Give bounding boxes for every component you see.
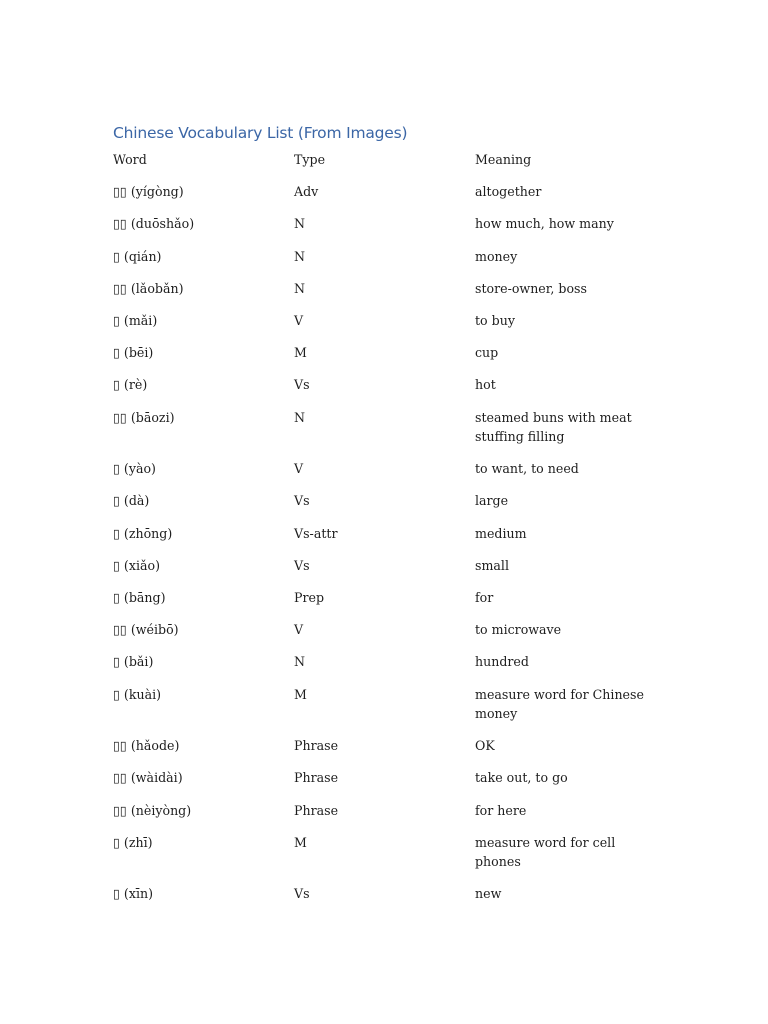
word-cell: ▯ (bāng) xyxy=(113,589,166,605)
meaning-cell: measure word for Chinese money xyxy=(475,686,644,721)
type-cell: N xyxy=(294,654,306,670)
type-cell: N xyxy=(294,409,306,425)
meaning-cell: for here xyxy=(475,802,527,818)
type-cell: Phrase xyxy=(294,802,339,818)
table-body xyxy=(113,182,653,904)
table-row xyxy=(113,459,653,479)
meaning-cell: take out, to go xyxy=(475,770,568,786)
table-row xyxy=(113,524,653,544)
word-cell: ▯▯ (wéibō) xyxy=(113,622,179,638)
word-cell: ▯▯ (bāozi) xyxy=(113,409,175,425)
meaning-cell: store-owner, boss xyxy=(475,280,587,296)
meaning-cell: large xyxy=(475,493,509,509)
table-row xyxy=(113,736,653,756)
meaning-cell: steamed buns with meat stuffing filling xyxy=(475,409,632,444)
word-cell: ▯▯ (duōshǎo) xyxy=(113,216,195,232)
table-header-row xyxy=(113,150,653,170)
type-cell: Adv xyxy=(294,184,319,200)
word-cell: ▯ (zhōng) xyxy=(113,525,173,541)
type-cell: V xyxy=(294,622,304,638)
table-row xyxy=(113,247,653,267)
meaning-cell: for xyxy=(475,589,494,605)
type-cell: Vs-attr xyxy=(294,525,338,541)
word-cell: ▯▯ (lǎobǎn) xyxy=(113,280,184,296)
table-row xyxy=(113,182,653,202)
word-cell: ▯ (xīn) xyxy=(113,886,154,902)
table-row xyxy=(113,408,653,447)
meaning-cell: money xyxy=(475,248,518,264)
type-cell: M xyxy=(294,345,307,361)
meaning-cell: hundred xyxy=(475,654,529,670)
type-cell: Prep xyxy=(294,589,325,605)
word-cell: ▯▯ (wàidài) xyxy=(113,770,183,786)
meaning-cell: hot xyxy=(475,377,496,393)
meaning-cell: how much, how many xyxy=(475,216,614,232)
table-row xyxy=(113,491,653,511)
word-cell: ▯ (kuài) xyxy=(113,686,162,702)
header-word: Word xyxy=(113,152,147,167)
vocabulary-table xyxy=(113,150,653,917)
table-row xyxy=(113,685,653,724)
word-cell: ▯▯ (yígòng) xyxy=(113,184,184,200)
type-cell: V xyxy=(294,312,304,328)
table-row xyxy=(113,801,653,821)
meaning-cell: measure word for cell phones xyxy=(475,834,616,870)
header-meaning: Meaning xyxy=(475,152,532,167)
type-cell: Vs xyxy=(294,493,310,509)
meaning-cell: OK xyxy=(475,738,495,754)
table-row xyxy=(113,279,653,299)
meaning-cell: small xyxy=(475,557,509,573)
type-cell: M xyxy=(294,686,307,702)
meaning-cell: cup xyxy=(475,345,499,361)
table-row xyxy=(113,884,653,904)
word-cell: ▯▯ (hǎode) xyxy=(113,738,180,754)
type-cell: V xyxy=(294,461,304,477)
meaning-cell: to want, to need xyxy=(475,461,579,477)
table-row xyxy=(113,311,653,331)
type-cell: Vs xyxy=(294,377,310,393)
table-row xyxy=(113,375,653,395)
word-cell: ▯ (mǎi) xyxy=(113,312,158,328)
type-cell: Vs xyxy=(294,557,310,573)
table-row xyxy=(113,652,653,672)
meaning-cell: to buy xyxy=(475,312,515,328)
word-cell: ▯ (qián) xyxy=(113,248,162,264)
table-row xyxy=(113,833,653,872)
type-cell: Phrase xyxy=(294,738,339,754)
word-cell: ▯ (dà) xyxy=(113,493,150,509)
header-type: Type xyxy=(294,152,326,167)
type-cell: N xyxy=(294,216,306,232)
meaning-cell: to microwave xyxy=(475,622,562,638)
meaning-cell: new xyxy=(475,886,502,902)
table-row xyxy=(113,343,653,363)
word-cell: ▯ (zhī) xyxy=(113,834,153,850)
meaning-cell: altogether xyxy=(475,184,542,200)
word-cell: ▯▯ (nèiyòng) xyxy=(113,802,192,818)
word-cell: ▯ (xiǎo) xyxy=(113,557,160,573)
type-cell: M xyxy=(294,834,307,850)
word-cell: ▯ (rè) xyxy=(113,377,148,393)
table-row xyxy=(113,768,653,788)
word-cell: ▯ (yào) xyxy=(113,461,156,477)
type-cell: N xyxy=(294,248,306,264)
table-row xyxy=(113,620,653,640)
type-cell: N xyxy=(294,280,306,296)
word-cell: ▯ (bǎi) xyxy=(113,654,154,670)
document-title: Chinese Vocabulary List (From Images) xyxy=(113,124,408,142)
table-row xyxy=(113,214,653,234)
table-row xyxy=(113,556,653,576)
type-cell: Vs xyxy=(294,886,310,902)
meaning-cell: medium xyxy=(475,525,527,541)
type-cell: Phrase xyxy=(294,770,339,786)
table-row xyxy=(113,588,653,608)
word-cell: ▯ (bēi) xyxy=(113,345,154,361)
